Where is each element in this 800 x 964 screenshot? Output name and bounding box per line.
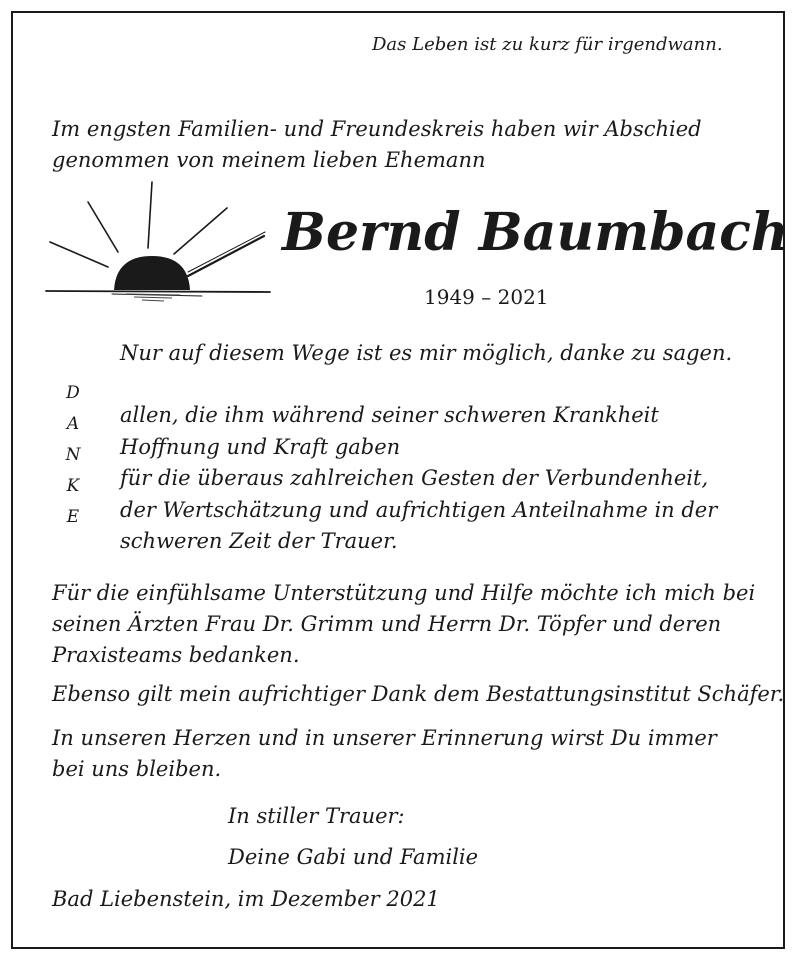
paragraph-funeral-home: Ebenso gilt mein aufrichtiger Dank dem Bestattungsinstitut Schäfer. (52, 682, 785, 706)
danke-vertical-word (58, 378, 88, 533)
intro-text (52, 114, 702, 176)
paragraph-line: Praxisteams bedanken. (52, 643, 300, 667)
thanks-list (120, 400, 717, 558)
paragraph-doctors (52, 578, 755, 671)
danke-letter: N (65, 445, 81, 465)
sunset-sketch-icon (42, 180, 278, 308)
paragraph-line: seinen Ärzten Frau Dr. Grimm und Herrn Dr. Töpfer und deren (52, 612, 722, 636)
thanks-list-line: allen, die ihm während seiner schweren Krankheit (120, 403, 659, 427)
intro-line: Im engsten Familien- und Freundeskreis haben wir Abschied (52, 117, 702, 141)
thanks-list-line: schweren Zeit der Trauer. (120, 529, 398, 553)
paragraph-memory (52, 723, 717, 785)
danke-letter: A (66, 414, 80, 434)
paragraph-line: bei uns bleiben. (52, 757, 222, 781)
danke-letter: D (66, 383, 80, 403)
paragraph-line: Für die einfühlsame Unterstützung und Hilfe möchte ich mich bei (52, 581, 756, 605)
signature-intro: In stiller Trauer: (228, 804, 405, 828)
thanks-list-line: Hoffnung und Kraft gaben (120, 434, 401, 459)
intro-line: genommen von meinem lieben Ehemann (52, 148, 486, 172)
thanks-list-line: für die überaus zahlreichen Gesten der Verbundenheit, (120, 466, 709, 490)
place-and-date: Bad Liebenstein, im Dezember 2021 (52, 887, 440, 911)
deceased-name: Bernd Baumbach (282, 202, 789, 263)
life-years: 1949 – 2021 (424, 285, 549, 309)
paragraph-line: In unseren Herzen und in unserer Erinnerung wirst Du immer (52, 726, 717, 750)
thanks-list-line: der Wertschätzung und aufrichtigen Anteilnahme in der (120, 497, 718, 522)
signature-names: Deine Gabi und Familie (228, 845, 479, 869)
motto: Das Leben ist zu kurz für irgendwann. (372, 34, 723, 55)
thanks-heading: Nur auf diesem Wege ist es mir möglich, danke zu sagen. (120, 341, 733, 365)
danke-letter: K (66, 476, 80, 496)
danke-letter: E (66, 507, 80, 527)
